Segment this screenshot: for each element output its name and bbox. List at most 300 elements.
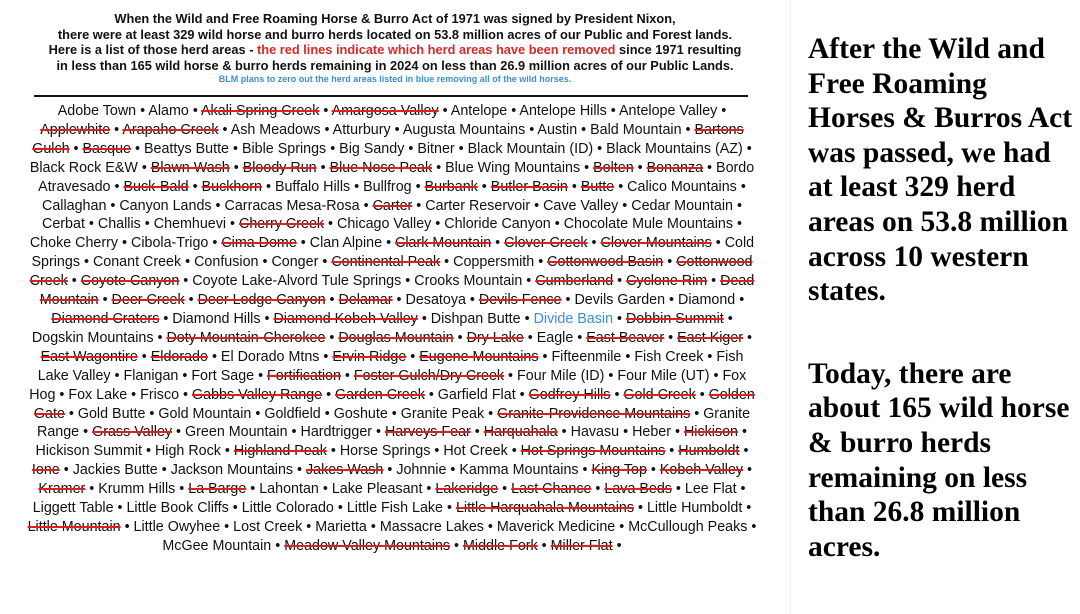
herd-name: Green Mountain — [185, 424, 288, 441]
bullet-separator: • — [207, 348, 221, 365]
herd-name: Flanigan — [123, 367, 179, 384]
herd-name: Callaghan — [42, 197, 107, 214]
herd-name: Beattys Butte — [143, 140, 230, 157]
herd-name: Jackson Mountains — [170, 462, 294, 479]
bullet-separator: • — [324, 216, 337, 233]
herd-name: Austin — [537, 121, 578, 138]
header-line-4: in less than 165 wild horse & burro herds remaining in 2024 on less than 26.9 million acres of our Public Lands. — [56, 57, 734, 73]
herd-name: Hot Springs Mountains — [520, 443, 666, 460]
bullet-separator: • — [175, 481, 189, 498]
herd-name: Middle Fork — [463, 537, 538, 554]
herd-name: Jakes Wash — [306, 462, 384, 479]
bullet-separator: • — [422, 481, 436, 498]
herd-name: Heber — [632, 424, 672, 441]
bullet-separator: • — [271, 537, 285, 554]
summary-1971: After the Wild and Free Roaming Horses & Burros Act was passed, we had at least 329 herd areas on 53.8 million across 10 western states. — [808, 33, 1073, 308]
bullet-separator: • — [254, 367, 268, 384]
bullet-separator: • — [318, 481, 332, 498]
herd-name: Dogskin Mountains — [31, 329, 154, 346]
herd-name: Ash Meadows — [230, 121, 321, 138]
bullet-separator: • — [316, 159, 330, 176]
bullet-separator: • — [359, 197, 373, 214]
bullet-separator: • — [491, 235, 505, 252]
herd-name: Ervin Ridge — [332, 348, 407, 365]
bullet-separator: • — [671, 481, 685, 498]
bullet-separator: • — [633, 159, 647, 176]
bullet-separator: • — [573, 329, 587, 346]
bullet-separator: • — [184, 292, 198, 309]
bullet-separator: • — [430, 443, 444, 460]
header-line-3-start: Here is a list of those herd areas - — [48, 42, 258, 57]
herd-name: Amargosa Valley — [331, 103, 439, 119]
herd-name: Cottonwood Creek — [29, 254, 753, 290]
bullet-separator: • — [69, 140, 83, 157]
herd-name: Buckhorn — [201, 178, 262, 195]
herd-name: Clover Creek — [504, 235, 588, 252]
herd-name: Burbank — [424, 178, 478, 195]
bullet-separator: • — [350, 178, 364, 195]
bullet-separator: • — [110, 178, 124, 195]
bullet-separator: • — [717, 103, 727, 119]
herd-name: Bordo Atravesado — [38, 159, 755, 195]
herd-name: Douglas Mountain — [338, 329, 454, 346]
bullet-separator: • — [296, 235, 310, 252]
herd-name: Dry Lake — [466, 329, 524, 346]
herd-name: Basque — [82, 140, 132, 157]
herd-list — [24, 102, 760, 556]
bullet-separator: • — [484, 405, 498, 422]
herd-name: Maverick Medicine — [496, 518, 616, 535]
herd-name: Coppersmith — [453, 254, 535, 271]
bullet-separator: • — [550, 216, 564, 233]
bullet-separator: • — [665, 443, 679, 460]
bullet-separator: • — [610, 386, 624, 403]
herd-name: Four Mile (UT) — [617, 367, 710, 384]
herd-name: Clark Mountain — [395, 235, 492, 252]
herd-name: East Beaver — [586, 329, 665, 346]
header-line-2: there were at least 329 wild horse and burro herds located on 53.8 million acres of our Public and Forest lands. — [57, 26, 733, 42]
herd-name: Adobe Town — [57, 103, 137, 119]
bullet-separator: • — [226, 216, 240, 233]
herd-name: Miller Flat — [550, 537, 613, 554]
herd-name: Deer Lodge Canyon — [197, 292, 326, 309]
herd-name: Humboldt — [678, 443, 740, 460]
herd-name: Fish Lake Valley — [37, 348, 744, 384]
herd-name: Eugene Mountains — [419, 348, 539, 365]
bullet-separator: • — [606, 103, 619, 119]
herd-name: Choke Cherry — [29, 235, 119, 252]
header-line-1: When the Wild and Free Roaming Horse & Burro Act of 1971 was signed by President Nixon, — [114, 11, 676, 26]
bullet-separator: • — [736, 481, 746, 498]
bullet-separator: • — [477, 178, 491, 195]
herd-name: Conant Creek — [92, 254, 182, 271]
herd-name: Grass Valley — [92, 424, 173, 441]
bullet-separator: • — [537, 537, 551, 554]
bullet-separator: • — [181, 254, 195, 271]
herd-name: Antelope Valley — [619, 103, 718, 119]
bullet-separator: • — [614, 178, 628, 195]
herd-name: Butler Basin — [490, 178, 568, 195]
bullet-separator: • — [172, 424, 186, 441]
bullet-separator: • — [411, 178, 425, 195]
bullet-separator: • — [326, 443, 340, 460]
bullet-separator: • — [525, 121, 538, 138]
bullet-separator: • — [530, 197, 544, 214]
bullet-separator: • — [145, 405, 159, 422]
herd-name: Chloride Canyon — [444, 216, 551, 233]
herd-name: Bullfrog — [363, 178, 412, 195]
bullet-separator: • — [153, 329, 167, 346]
bullet-separator: • — [443, 500, 456, 517]
bullet-separator: • — [59, 462, 73, 479]
herd-name: Bible Springs — [241, 140, 327, 157]
herd-name: Hickison Summit — [35, 443, 142, 460]
herd-name: Devils Fence — [478, 292, 562, 309]
herd-name: Little Book Cliffs — [126, 500, 229, 517]
bullet-separator: • — [440, 254, 454, 271]
bullet-separator: • — [140, 216, 154, 233]
bullet-separator: • — [695, 386, 709, 403]
herd-name: Cherry Creek — [239, 216, 325, 233]
herd-name: Eagle — [536, 329, 574, 346]
herd-name: Four Mile (ID) — [517, 367, 605, 384]
bullet-separator: • — [258, 254, 272, 271]
herd-name: Coyote Canyon — [80, 273, 180, 290]
bullet-separator: • — [64, 405, 78, 422]
herd-name: Coyote Lake-Alvord Tule Springs — [192, 273, 402, 290]
herd-name: Goldfield — [264, 405, 321, 422]
herd-name: Lava Beds — [604, 481, 672, 498]
bullet-separator: • — [663, 254, 677, 271]
herd-name: Little Colorado — [241, 500, 334, 517]
bullet-separator: • — [118, 235, 132, 252]
herd-name: Butte — [580, 178, 615, 195]
herd-name: Kobeh Valley — [659, 462, 744, 479]
bullet-separator: • — [738, 424, 747, 441]
bullet-separator: • — [515, 386, 529, 403]
herd-name: Lake Pleasant — [331, 481, 423, 498]
bullet-separator: • — [591, 481, 605, 498]
herd-name: Atturbury — [332, 121, 391, 138]
herd-name: Bolten — [593, 159, 634, 176]
bullet-separator: • — [392, 292, 406, 309]
bullet-separator: • — [615, 518, 629, 535]
bullet-separator: • — [404, 140, 418, 157]
herd-name: El Dorado Mtns — [220, 348, 320, 365]
herd-name: Augusta Mountains — [402, 121, 526, 138]
bullet-separator: • — [340, 367, 354, 384]
bullet-separator: • — [735, 292, 745, 309]
bullet-separator: • — [251, 405, 265, 422]
herd-name: Diamond Hills — [172, 310, 261, 327]
bullet-separator: • — [79, 254, 93, 271]
bullet-separator: • — [246, 481, 260, 498]
herd-name: Clan Alpine — [309, 235, 383, 252]
herd-name: Carter Reservoir — [425, 197, 531, 214]
bullet-separator: • — [432, 159, 446, 176]
herd-name: Frisco — [140, 386, 180, 403]
herd-name: Cumberland — [535, 273, 614, 290]
herd-name: Confusion — [194, 254, 259, 271]
herd-name: Harquahala — [483, 424, 558, 441]
herd-name: Garfield Flat — [437, 386, 516, 403]
bullet-separator: • — [454, 140, 468, 157]
herd-name: Dobbin Summit — [625, 310, 724, 327]
herd-name: Chicago Valley — [337, 216, 432, 233]
bullet-separator: • — [220, 518, 234, 535]
bullet-separator: • — [520, 310, 534, 327]
herd-name: Foster Gulch/Dry Creek — [353, 367, 505, 384]
bullet-separator: • — [742, 500, 752, 517]
bullet-separator: • — [85, 481, 99, 498]
herd-name: Golden Gate — [33, 386, 755, 422]
herd-name: Lakeridge — [435, 481, 499, 498]
bullet-separator: • — [372, 424, 385, 441]
herd-name: Cibola-Trigo — [131, 235, 209, 252]
bullet-separator: • — [287, 424, 301, 441]
bullet-separator: • — [406, 348, 420, 365]
herd-name: King Top — [591, 462, 647, 479]
herd-name: Granite-Providence Mountains — [497, 405, 691, 422]
herd-name: Alamo — [148, 103, 189, 119]
herd-name: Blue Nose Peak — [329, 159, 433, 176]
bullet-separator: • — [450, 537, 463, 554]
bullet-separator: • — [742, 140, 752, 157]
bullet-separator: • — [538, 348, 552, 365]
bullet-separator: • — [580, 159, 594, 176]
herd-name: Lee Flat — [684, 481, 737, 498]
herd-name: Dishpan Butte — [430, 310, 521, 327]
herd-name: Carracas Mesa-Rosa — [224, 197, 360, 214]
bullet-separator: • — [142, 443, 155, 460]
bullet-separator: • — [137, 348, 151, 365]
herd-name: Cold Springs — [31, 235, 755, 271]
herd-name: Krumm Hills — [98, 481, 176, 498]
bullet-separator: • — [325, 292, 339, 309]
herd-name: Little Mountain — [27, 518, 121, 535]
bullet-separator: • — [333, 500, 347, 517]
bullet-separator: • — [431, 216, 445, 233]
summary-today: Today, there are about 165 wild horse & burro herds remaining on less than 26.8 million acres. — [808, 357, 1070, 563]
herd-name: Massacre Lakes — [379, 518, 484, 535]
bullet-separator: • — [387, 405, 401, 422]
bullet-separator: • — [67, 273, 81, 290]
herd-name: Crooks Mountain — [414, 273, 523, 290]
bullet-separator: • — [723, 310, 733, 327]
herd-name: Deer Creek — [111, 292, 185, 309]
bullet-separator: • — [498, 481, 512, 498]
herd-name: Dead Mountain — [39, 273, 755, 309]
herd-name: Jackies Butte — [72, 462, 158, 479]
bullet-separator: • — [159, 310, 173, 327]
herd-name: Bonanza — [646, 159, 704, 176]
herd-name: Antelope Hills — [519, 103, 607, 119]
bullet-separator: • — [55, 386, 69, 403]
bullet-separator: • — [743, 462, 753, 479]
herd-name: Applewhite — [40, 121, 111, 138]
herd-name: Little Harquahala Mountains — [455, 500, 634, 517]
bullet-separator: • — [470, 424, 484, 441]
bullet-separator: • — [220, 443, 234, 460]
bullet-separator: • — [401, 273, 415, 290]
header-line-3-end: since 1971 resulting — [615, 42, 742, 57]
bullet-separator: • — [84, 216, 98, 233]
bullet-separator: • — [618, 197, 632, 214]
herd-name: Havasu — [570, 424, 620, 441]
herd-name: East Kiger — [677, 329, 744, 346]
bullet-separator: • — [320, 405, 334, 422]
bullet-separator: • — [325, 329, 339, 346]
bullet-separator: • — [424, 386, 438, 403]
herd-name: Marietta — [315, 518, 367, 535]
herd-name: Desatoya — [405, 292, 466, 309]
bullet-separator: • — [707, 273, 721, 290]
bullet-separator: • — [438, 103, 451, 119]
summary-panel — [808, 32, 1076, 564]
bullet-separator: • — [127, 386, 141, 403]
herd-name: Chemhuevi — [153, 216, 227, 233]
bullet-separator: • — [229, 159, 243, 176]
herd-name: Black Mountain (ID) — [467, 140, 594, 157]
herd-name: Meadow Valley Mountains — [284, 537, 451, 554]
bullet-separator: • — [523, 329, 537, 346]
panel-divider — [790, 0, 791, 614]
bullet-separator: • — [578, 462, 592, 479]
herd-name: East Wagontire — [40, 348, 138, 365]
bullet-separator: • — [218, 121, 231, 138]
herd-name: Bartons Gulch — [32, 121, 744, 157]
bullet-separator: • — [507, 103, 520, 119]
herd-name: Bitner — [417, 140, 455, 157]
herd-name: Cyclone Rim — [626, 273, 708, 290]
bullet-separator: • — [366, 518, 380, 535]
bullet-separator: • — [739, 443, 749, 460]
herd-name: Doty Mountain-Cherokee — [166, 329, 326, 346]
bullet-separator: • — [561, 292, 575, 309]
header-line-3 — [0, 42, 790, 58]
bullet-separator: • — [703, 159, 717, 176]
bullet-separator: • — [229, 140, 242, 157]
herd-name: Lahontan — [259, 481, 319, 498]
bullet-separator: • — [178, 367, 192, 384]
bullet-separator: • — [110, 367, 124, 384]
bullet-separator: • — [179, 386, 193, 403]
bullet-separator: • — [318, 254, 332, 271]
herd-name: La Barge — [188, 481, 247, 498]
bullet-separator: • — [211, 197, 225, 214]
bullet-separator: • — [557, 424, 571, 441]
herd-name: Gold Butte — [77, 405, 146, 422]
bullet-separator: • — [703, 348, 717, 365]
bullet-separator: • — [260, 310, 274, 327]
bullet-separator: • — [613, 273, 627, 290]
herd-name: Godfrey Hills — [528, 386, 611, 403]
herd-name: Buffalo Hills — [274, 178, 351, 195]
herd-name: Diamond — [678, 292, 736, 309]
bullet-separator: • — [188, 103, 202, 119]
herd-name: Kamma Mountains — [459, 462, 579, 479]
herd-name: Ione — [31, 462, 60, 479]
herd-name: Gold Mountain — [158, 405, 252, 422]
bullet-separator: • — [417, 310, 431, 327]
bullet-separator: • — [577, 121, 591, 138]
herd-name: Fort Sage — [191, 367, 255, 384]
herd-name: Devils Garden — [574, 292, 666, 309]
bullet-separator: • — [646, 462, 660, 479]
herd-name: Hardtrigger — [300, 424, 373, 441]
bullet-separator: • — [110, 121, 123, 138]
herd-name: Hickison — [683, 424, 738, 441]
bullet-separator: • — [208, 235, 222, 252]
herd-name: Little Fish Lake — [346, 500, 443, 517]
bullet-separator: • — [113, 500, 127, 517]
herd-name: Goshute — [333, 405, 388, 422]
bullet-separator: • — [522, 273, 536, 290]
bullet-separator: • — [507, 443, 521, 460]
bullet-separator: • — [483, 518, 497, 535]
herd-name: Little Owyhee — [133, 518, 221, 535]
herd-name: Black Mountains (AZ) — [606, 140, 743, 157]
bullet-separator: • — [106, 197, 120, 214]
bullet-separator: • — [157, 462, 171, 479]
bullet-separator: • — [593, 140, 607, 157]
herd-name: McCullough Peaks — [628, 518, 748, 535]
bullet-separator: • — [322, 386, 336, 403]
herd-name: Challis — [97, 216, 141, 233]
herd-name: Divide Basin — [533, 310, 614, 327]
bullet-separator: • — [733, 197, 742, 214]
bullet-separator: • — [179, 273, 193, 290]
bullet-separator: • — [382, 235, 396, 252]
herd-name: Eldorado — [150, 348, 208, 365]
header-text — [0, 0, 790, 84]
herd-name: Horse Springs — [339, 443, 431, 460]
herd-name: Fox Lake — [68, 386, 128, 403]
bullet-separator: • — [664, 329, 678, 346]
header-removed-note: the red lines indicate which herd areas have been removed — [257, 42, 616, 57]
herd-name: Big Sandy — [339, 140, 405, 157]
herd-name: Last Chance — [511, 481, 592, 498]
bullet-separator: • — [79, 424, 93, 441]
bullet-separator: • — [747, 518, 757, 535]
bullet-separator: • — [587, 235, 601, 252]
herd-name: Garden Creek — [335, 386, 425, 403]
herd-name: Akali Spring Creek — [201, 103, 320, 119]
herd-name: Cerbat — [42, 216, 85, 233]
bullet-separator: • — [619, 424, 633, 441]
bullet-separator: • — [137, 159, 151, 176]
bullet-separator: • — [733, 216, 742, 233]
herd-name: Hot Creek — [443, 443, 508, 460]
herd-name: Clover Mountains — [600, 235, 712, 252]
herd-name: Cima Dome — [221, 235, 297, 252]
herd-name: Granite Peak — [400, 405, 485, 422]
bullet-separator: • — [621, 348, 635, 365]
herd-name: Liggett Table — [32, 500, 114, 517]
herd-name: Blue Wing Mountains — [445, 159, 581, 176]
herd-name: Johnnie — [396, 462, 447, 479]
herd-name: Canyon Lands — [119, 197, 212, 214]
bullet-separator: • — [743, 329, 753, 346]
bullet-separator: • — [736, 178, 746, 195]
bullet-separator: • — [633, 500, 647, 517]
herd-name: McGee Mountain — [162, 537, 272, 554]
herd-name: Cedar Mountain — [631, 197, 733, 214]
herd-name: Continental Peak — [331, 254, 441, 271]
herd-name: Harveys Fear — [384, 424, 471, 441]
herd-name: Delamar — [338, 292, 393, 309]
herd-name: Fox Hog — [29, 367, 747, 403]
